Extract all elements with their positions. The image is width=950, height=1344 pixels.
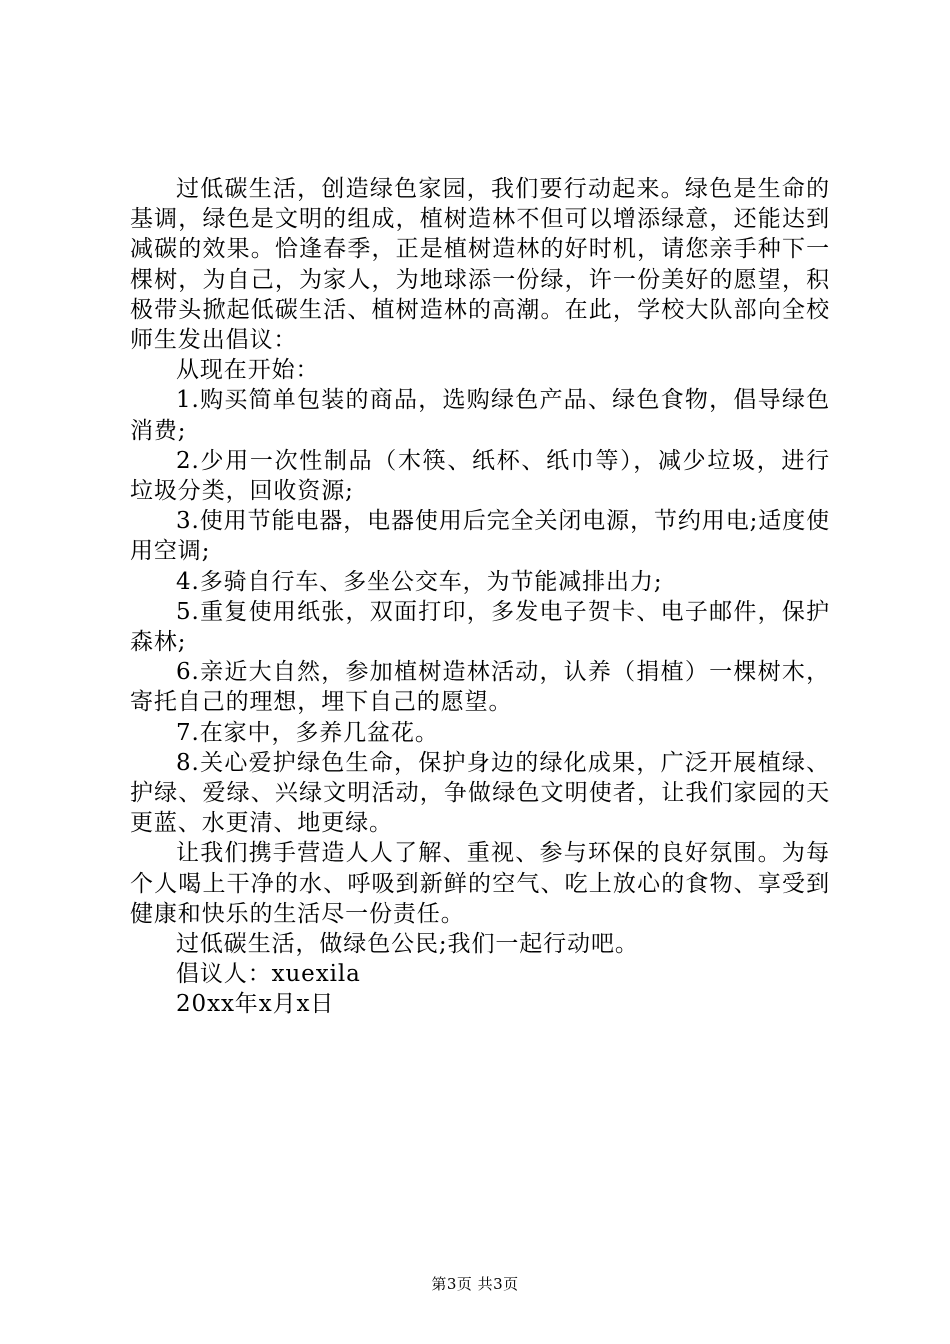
date-line: 20xx年x月x日 — [176, 991, 335, 1018]
proposal-item-4: 4.多骑自行车、多坐公交车，为节能减排出力; — [176, 568, 663, 595]
closing-paragraph: 让我们携手营造人人了解、重视、参与环保的良好氛围。为每个人喝上干净的水、呼吸到新鲜的空气、吃上放心的食物、享受到健康和快乐的生活尽一份责任。 — [130, 840, 830, 927]
proposal-item-7: 7.在家中，多养几盆花。 — [176, 719, 439, 746]
proposal-item-1: 1.购买简单包装的商品，选购绿色产品、绿色食物，倡导绿色消费; — [130, 387, 830, 444]
start-line: 从现在开始： — [176, 357, 320, 384]
slogan-line: 过低碳生活，做绿色公民;我们一起行动吧。 — [176, 931, 639, 958]
proposal-item-6: 6.亲近大自然，参加植树造林活动，认养（捐植）一棵树木，寄托自己的理想，埋下自己的愿望。 — [130, 659, 830, 716]
proposer-line: 倡议人：xuexila — [176, 961, 361, 988]
proposal-item-2: 2.少用一次性制品（木筷、纸杯、纸巾等），减少垃圾，进行垃圾分类，回收资源; — [130, 447, 830, 505]
page-number-footer: 第3页 共3页 — [431, 1275, 519, 1293]
intro-paragraph: 过低碳生活，创造绿色家园，我们要行动起来。绿色是生命的基调，绿色是文明的组成，植树造林不但可以增添绿意，还能达到减碳的效果。恰逢春季，正是植树造林的好时机，请您亲手种下一棵树，为自己，为家人，为地球添一份绿，许一份美好的愿望，积极带头掀起低碳生活、植树造林的高潮。在此，学校大队部向全校师生发出倡议： — [130, 176, 830, 354]
proposal-item-5: 5.重复使用纸张，双面打印，多发电子贺卡、电子邮件，保护森林; — [130, 598, 830, 656]
document-body — [130, 174, 830, 1020]
proposal-item-8: 8.关心爱护绿色生命，保护身边的绿化成果，广泛开展植绿、护绿、爱绿、兴绿文明活动，争做绿色文明使者，让我们家园的天更蓝、水更清、地更绿。 — [130, 749, 830, 837]
proposal-item-3: 3.使用节能电器，电器使用后完全关闭电源，节约用电;适度使用空调; — [130, 508, 830, 565]
